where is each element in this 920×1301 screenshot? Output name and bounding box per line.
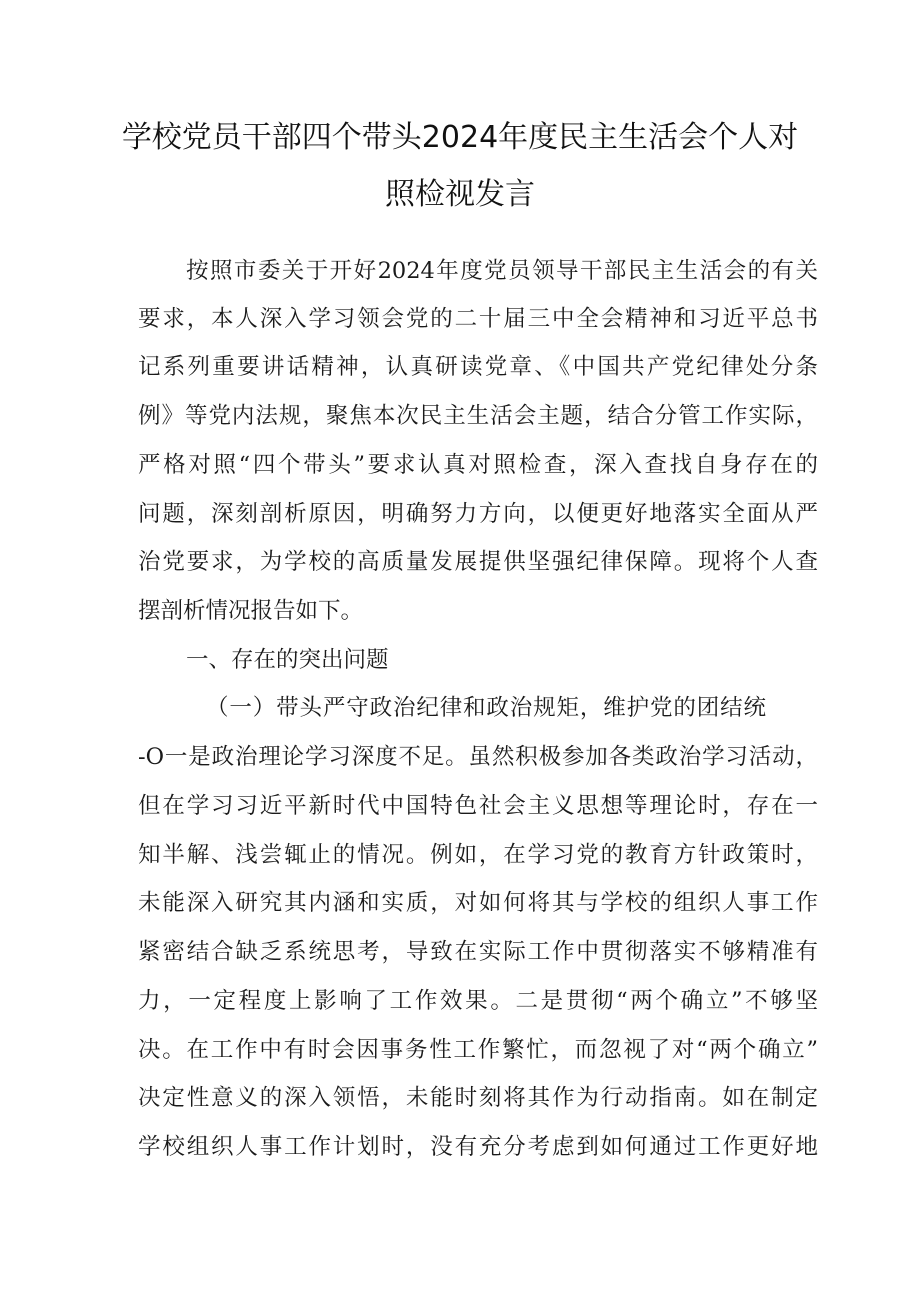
body-line: 学校组织人事工作计划时，没有充分考虑到如何通过工作更好地 (138, 1134, 818, 1160)
body-line: 严格对照“四个带头”要求认真对照检查，深入查找自身存在的 (138, 452, 818, 478)
body-line: 紧密结合缺乏系统思考，导致在实际工作中贯彻落实不够精准有 (138, 939, 818, 965)
body-line: 摆剖析情况报告如下。 (138, 598, 364, 624)
body-line: 力，一定程度上影响了工作效果。二是贯彻“两个确立”不够坚 (138, 988, 818, 1014)
document-title-line-1: 学校党员干部四个带头2024年度民主生活会个人对 (121, 120, 799, 155)
body-line: 治党要求，为学校的高质量发展提供坚强纪律保障。现将个人查 (138, 549, 818, 575)
document-title-line-2: 照检视发言 (385, 177, 535, 212)
body-line: -O一是政治理论学习深度不足。虽然积极参加各类政治学习活动， (138, 744, 818, 770)
body-line: 记系列重要讲话精神，认真研读党章、《中国共产党纪律处分条 (138, 354, 818, 380)
body-line: 知半解、浅尝辄止的情况。例如，在学习党的教育方针政策时， (138, 842, 818, 868)
body-line: 但在学习习近平新时代中国特色社会主义思想等理论时，存在一 (138, 793, 818, 819)
body-line: 按照市委关于开好2024年度党员领导干部民主生活会的有关 (186, 258, 818, 284)
body-line: 决定性意义的深入领悟，未能时刻将其作为行动指南。如在制定 (138, 1085, 818, 1111)
section-heading: 一、存在的突出问题 (186, 647, 389, 673)
subsection-heading: （一）带头严守政治纪律和政治规矩，维护党的团结统 (206, 695, 766, 721)
body-line: 要求，本人深入学习领会党的二十届三中全会精神和习近平总书 (138, 306, 818, 332)
body-line: 问题，深刻剖析原因，明确努力方向，以便更好地落实全面从严 (138, 501, 818, 527)
body-line: 未能深入研究其内涵和实质，对如何将其与学校的组织人事工作 (138, 890, 818, 916)
body-line: 例》等党内法规，聚焦本次民主生活会主题，结合分管工作实际， (138, 403, 818, 429)
body-line: 决。在工作中有时会因事务性工作繁忙，而忽视了对“两个确立” (138, 1037, 818, 1063)
